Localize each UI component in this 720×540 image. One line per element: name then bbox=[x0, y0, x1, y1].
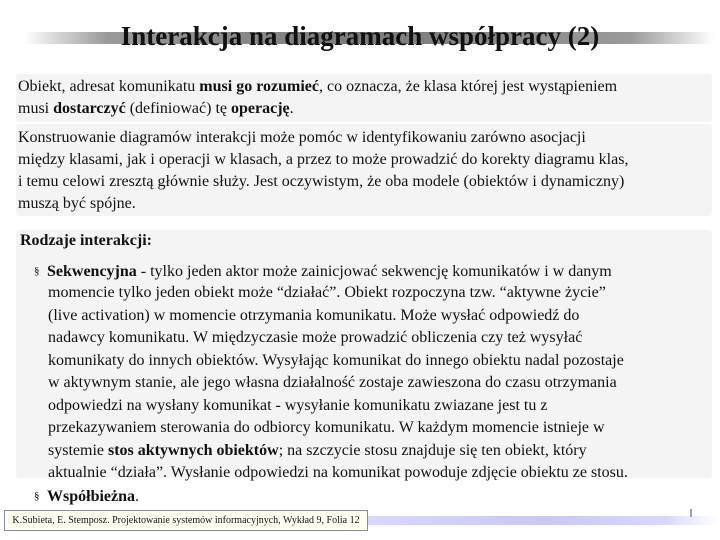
bullet-marker: § bbox=[34, 265, 40, 277]
bullet-marker: § bbox=[34, 490, 40, 502]
paragraph-1: Obiekt, adresat komunikatu musi go rozumieć, co oznacza, że klasa której jest wystąpieniem musi dostarczyć (definiować) tę operację. bbox=[18, 78, 618, 117]
bullet-sequential: § Sekwencyjna - tylko jeden aktor może zainicjować sekwencję komunikatów i w danym bbox=[34, 260, 612, 283]
footer-accent-mark bbox=[690, 509, 692, 517]
section-heading: Rodzaje interakcji: bbox=[20, 232, 152, 249]
footer-decoration-bar bbox=[368, 516, 718, 525]
paragraph-2: Konstruowanie diagramów interakcji może pomóc w identyfikowaniu zarówno asocjacji między klasami, jak i operacji w klasach, a przez to może prowadzić do korekty diagramu klas, i temu celowi zresztą głównie służy. Jest oczywistym, że oba modele (obiektów i dynamiczny) muszą być spójne. bbox=[18, 129, 629, 212]
slide-title: Interakcja na diagramach współpracy (2) bbox=[120, 21, 600, 51]
footer-citation: K.Subieta, E. Stemposz. Projektowanie systemów informacyjnych, Wykład 9, Folia 12 bbox=[4, 510, 368, 531]
bullet-concurrent: § Współbieżna. bbox=[34, 485, 139, 508]
bullet-sequential-body: momencie tylko jeden obiekt może “działać”. Obiekt rozpoczyna tzw. “aktywne życie” (live activation) w momencie otrzymania komunikatu. Może wysłać odpowiedź do nadawcy komunikatu. W międzyczasie może prowadzić obliczenia czy też wysyłać komunikaty do innych obiektów. Wysyłając komunikat do innego obiektu nadal pozostaje w aktywnym stanie, ale jego własna działalność zostaje zawieszona do czasu otrzymania odpowiedzi na wysłany komunikat - wysyłanie komunikatu zwiazane jest tu z przekazywaniem sterowania do odbiorcy komunikatu. W każdym momencie istnieje w systemie stos aktywnych obiektów; na szczycie stosu znajduje się ten obiekt, który aktualnie “działa”. Wysłanie odpowiedzi na komunikat powoduje zdjęcie obiektu ze stosu. bbox=[48, 284, 628, 481]
